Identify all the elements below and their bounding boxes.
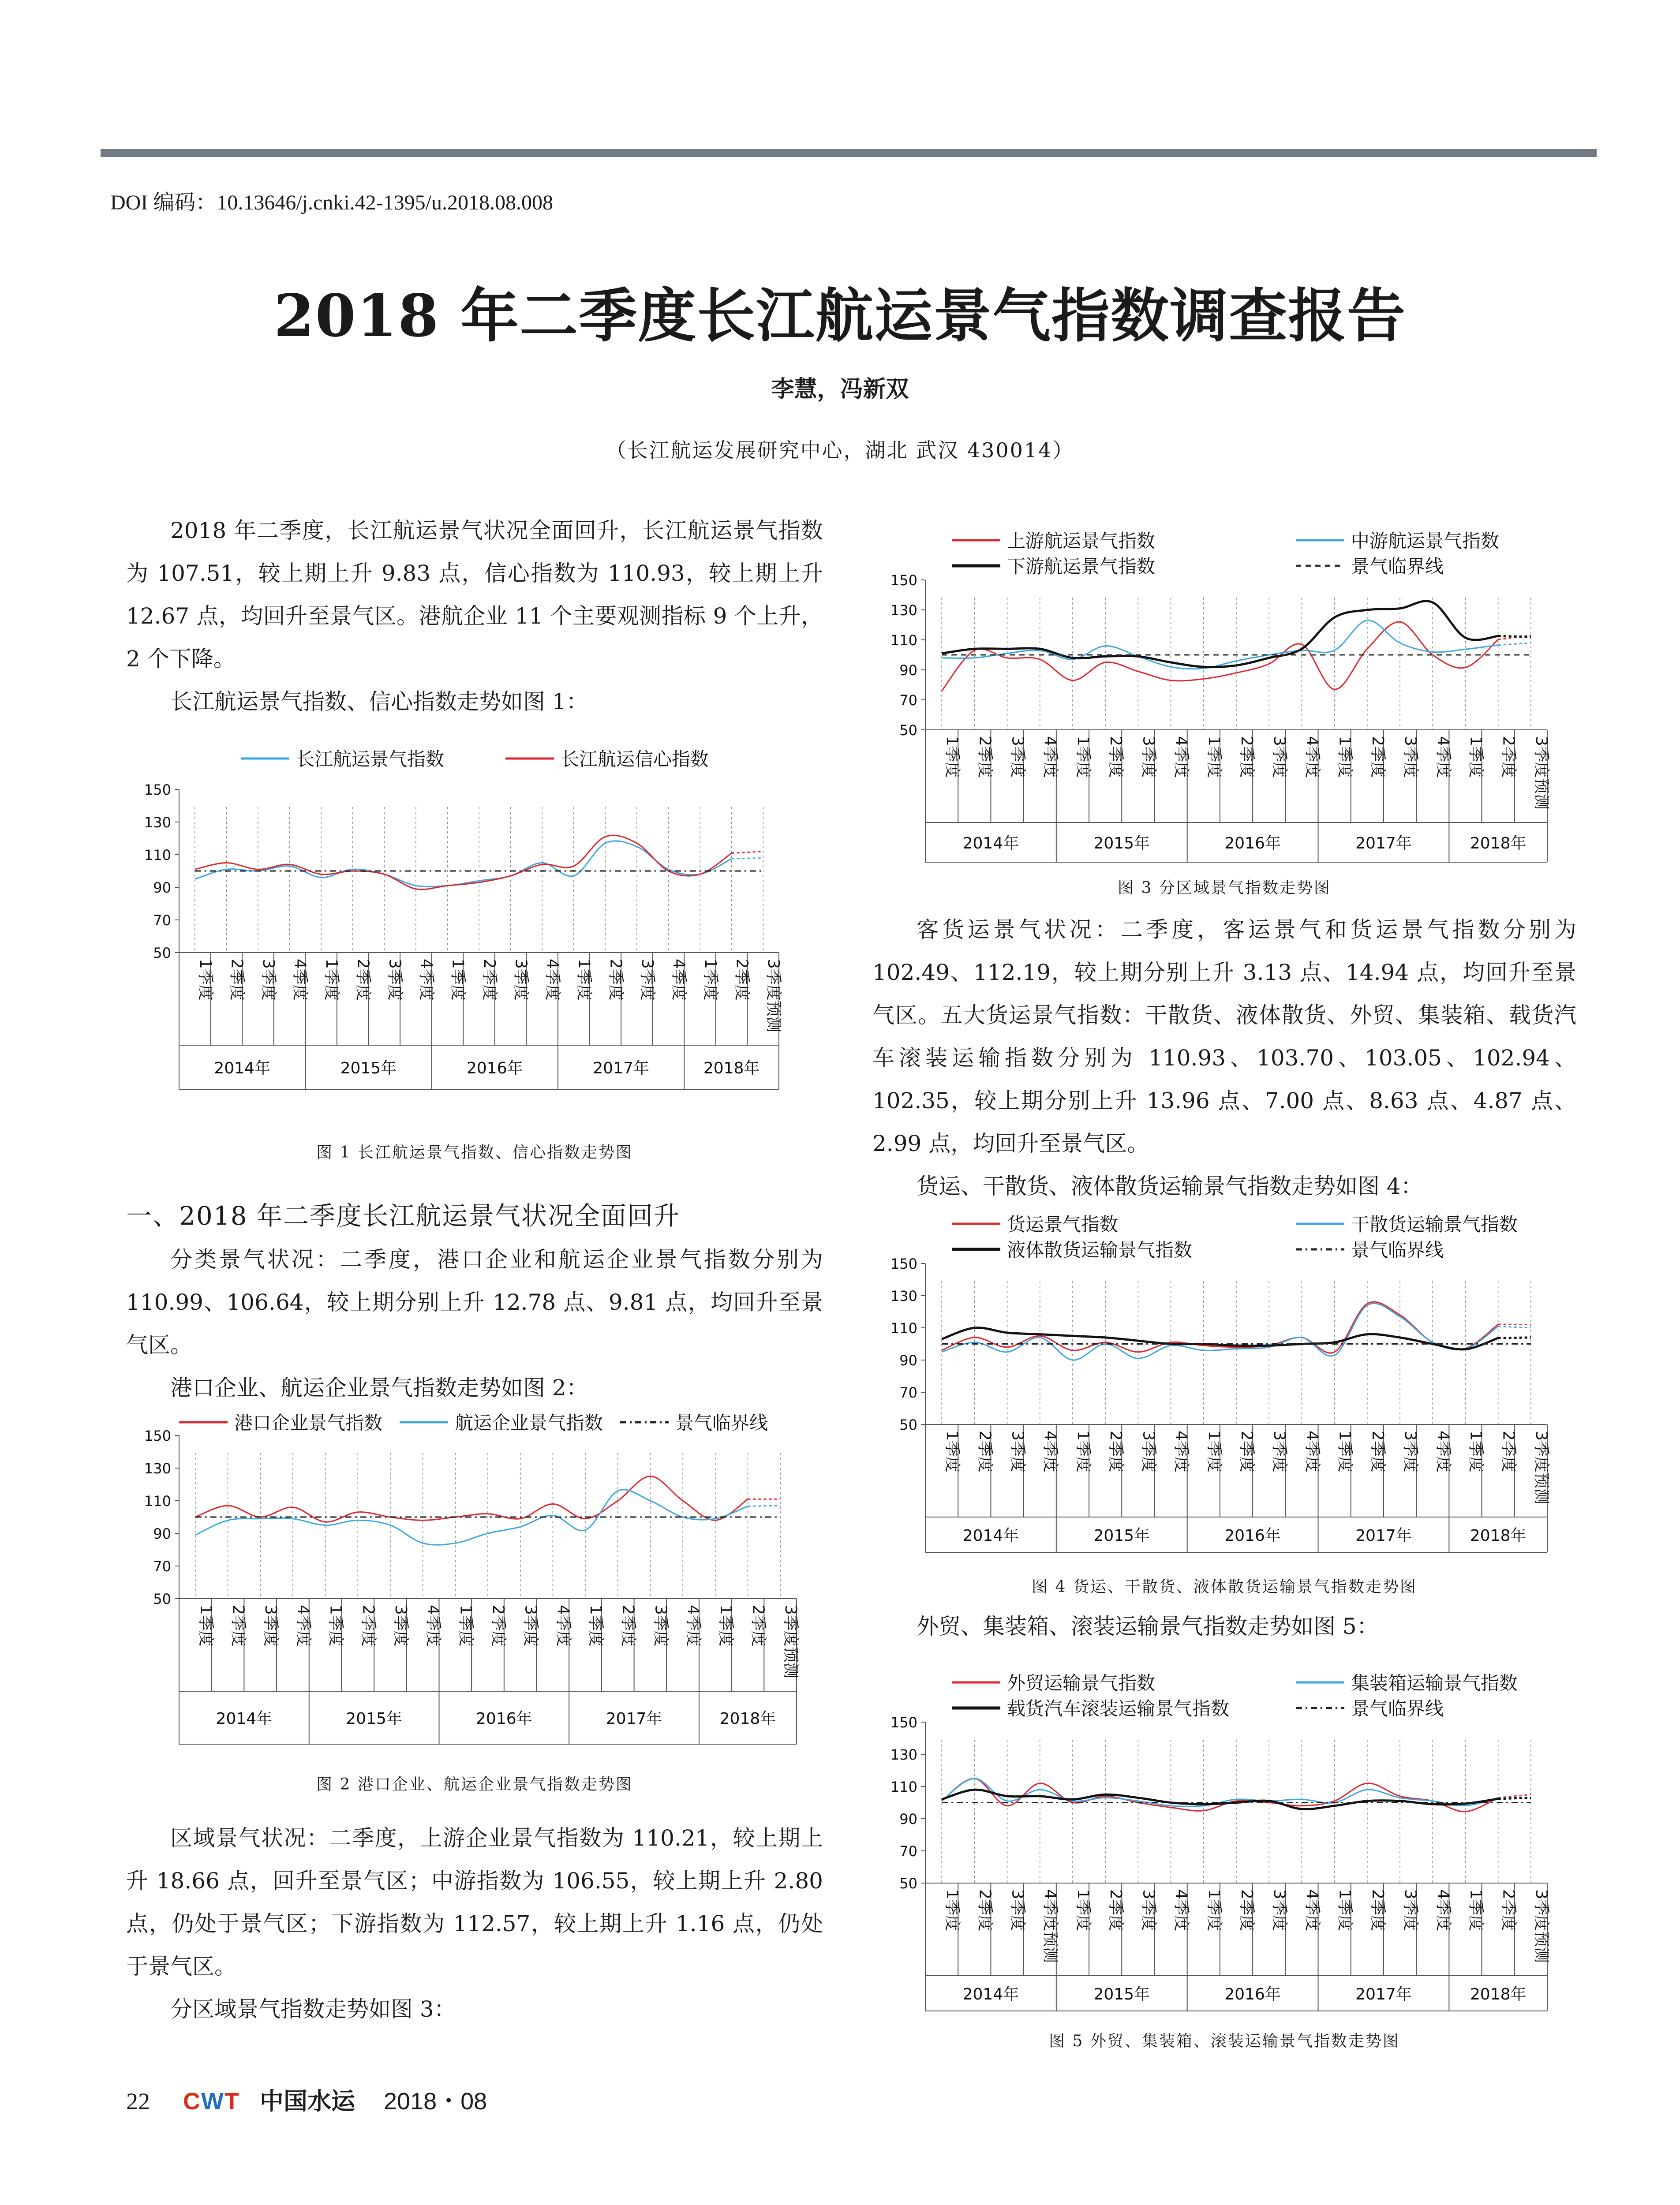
x-tick-label: 2季度 <box>1238 736 1256 778</box>
x-tick-label: 1季度 <box>1074 1431 1092 1472</box>
series-line <box>195 1476 748 1522</box>
year-label: 2018年 <box>1470 1985 1527 2003</box>
x-tick-label: 3季度 <box>1270 736 1289 778</box>
x-tick-label: 1季度 <box>456 1605 475 1647</box>
chart-fig5 <box>872 1665 1576 2018</box>
year-label: 2016年 <box>1224 1985 1281 2003</box>
x-tick-label: 1季度 <box>943 1431 962 1472</box>
x-tick-label: 3季度 <box>521 1605 540 1647</box>
year-label: 2018年 <box>1470 1527 1527 1545</box>
y-tick-label: 90 <box>899 1352 917 1369</box>
x-tick-label: 1季度 <box>943 1889 962 1931</box>
x-tick-label: 1季度 <box>326 1605 345 1647</box>
x-tick-label: 1季度 <box>1336 1889 1354 1931</box>
x-tick-label: 1季度 <box>1205 736 1223 778</box>
x-tick-label: 4季度预测 <box>1041 1889 1059 1963</box>
legend-label: 长江航运景气指数 <box>296 748 445 770</box>
year-label: 2015年 <box>1093 1985 1150 2003</box>
year-label: 2015年 <box>346 1710 402 1728</box>
y-tick-label: 70 <box>899 1843 917 1860</box>
legend-label: 上游航运景气指数 <box>1007 530 1156 552</box>
figure-5 <box>872 1665 1576 2019</box>
caption-fig2: 图 2 港口企业、航运企业景气指数走势图 <box>316 1775 633 1794</box>
x-tick-label: 4季度 <box>1172 1889 1190 1931</box>
series-forecast-line <box>1498 643 1531 645</box>
x-tick-label: 2季度 <box>1107 1889 1125 1931</box>
x-tick-label: 2季度 <box>1499 1889 1518 1931</box>
x-tick-label: 2季度 <box>1238 1889 1256 1931</box>
y-tick-label: 50 <box>153 1591 171 1607</box>
y-tick-label: 50 <box>899 722 917 739</box>
x-tick-label: 3季度 <box>1008 1889 1027 1931</box>
caption-fig4: 图 4 货运、干散货、液体散货运输景气指数走势图 <box>1032 1578 1417 1596</box>
x-tick-label: 4季度 <box>670 959 688 1001</box>
year-label: 2017年 <box>1355 1527 1412 1545</box>
y-tick-label: 150 <box>890 1256 917 1272</box>
x-tick-label: 1季度 <box>196 1605 215 1647</box>
x-tick-label: 2季度 <box>228 959 246 1001</box>
y-tick-label: 110 <box>890 1779 917 1795</box>
legend-label: 景气临界线 <box>675 1412 768 1434</box>
y-tick-label: 130 <box>890 602 917 619</box>
legend-label: 集装箱运输景气指数 <box>1351 1672 1518 1694</box>
y-tick-label: 150 <box>144 781 171 798</box>
chart-fig4 <box>872 1206 1576 1559</box>
y-tick-label: 130 <box>890 1746 917 1763</box>
x-tick-label: 4季度 <box>424 1605 442 1647</box>
x-tick-label: 3季度 <box>262 1605 280 1647</box>
x-tick-label: 3季度预测 <box>1532 1431 1550 1504</box>
series-forecast-line <box>1498 1324 1531 1325</box>
y-tick-label: 110 <box>890 1320 917 1337</box>
year-label: 2016年 <box>1224 834 1281 852</box>
year-label: 2014年 <box>962 1527 1019 1545</box>
x-tick-label: 1季度 <box>449 959 467 1001</box>
x-tick-label: 2季度 <box>733 959 751 1001</box>
y-tick-label: 110 <box>144 1493 171 1510</box>
x-tick-label: 1季度 <box>1467 1889 1485 1931</box>
y-tick-label: 110 <box>144 847 171 863</box>
x-tick-label: 3季度 <box>1139 736 1158 778</box>
chart-fig3 <box>872 523 1576 871</box>
series-forecast-line <box>1498 1327 1531 1328</box>
x-tick-label: 4季度 <box>291 959 309 1001</box>
x-tick-label: 1季度 <box>1467 1431 1485 1472</box>
paragraph: 外贸、集装箱、滚装运输景气指数走势如图 5： <box>917 1614 1379 1639</box>
authors: 李慧，冯新双 <box>771 376 909 403</box>
x-tick-label: 3季度 <box>1139 1889 1158 1931</box>
series-forecast-line <box>1498 636 1531 637</box>
x-tick-label: 3季度预测 <box>782 1605 800 1678</box>
paragraph: 货运、干散货、液体散货运输景气指数走势如图 4： <box>917 1174 1423 1199</box>
year-label: 2018年 <box>1470 834 1527 852</box>
x-tick-label: 1季度 <box>1205 1431 1223 1472</box>
y-tick-label: 150 <box>890 1714 917 1731</box>
series-forecast-line <box>732 858 763 859</box>
legend-label: 外贸运输景气指数 <box>1007 1672 1156 1694</box>
x-tick-label: 1季度 <box>716 1605 735 1647</box>
x-tick-label: 3季度 <box>1270 1889 1289 1931</box>
doi-code: DOI 编码：10.13646/j.cnki.42-1395/u.2018.08.008 <box>110 191 553 214</box>
x-tick-label: 4季度 <box>1434 1431 1452 1472</box>
figure-3 <box>872 523 1576 873</box>
x-tick-label: 2季度 <box>359 1605 378 1647</box>
legend-label: 长江航运信心指数 <box>561 748 709 770</box>
paragraph: 区域景气状况：二季度，上游企业景气指数为 110.21，较上期上升 18.66 点，回升至景气区；中游指数为 106.55，较上期上升 2.80 点，仍处于景气区；下游指数为 112.57，较上期上升 1.16 点，仍处于景气区。 <box>126 1825 823 1979</box>
header-rule <box>101 149 1597 157</box>
y-tick-label: 150 <box>144 1428 171 1444</box>
x-tick-label: 2季度 <box>749 1605 767 1647</box>
y-tick-label: 50 <box>153 945 171 961</box>
y-tick-label: 50 <box>899 1416 917 1433</box>
logo-letter: C <box>183 2088 202 2115</box>
x-tick-label: 2季度 <box>1368 736 1387 778</box>
x-tick-label: 1季度 <box>1074 1889 1092 1931</box>
x-tick-label: 2季度 <box>1238 1431 1256 1472</box>
x-tick-label: 3季度 <box>512 959 530 1001</box>
page-number: 22 <box>126 2088 150 2115</box>
legend-label: 景气临界线 <box>1351 1698 1444 1719</box>
series-line <box>195 841 732 887</box>
x-tick-label: 4季度 <box>1041 1431 1059 1472</box>
year-label: 2018年 <box>719 1710 776 1728</box>
x-tick-label: 4季度 <box>294 1605 312 1647</box>
figure-4 <box>872 1206 1576 1561</box>
series-line <box>942 620 1498 669</box>
x-tick-label: 1季度 <box>1336 736 1354 778</box>
x-tick-label: 4季度 <box>554 1605 572 1647</box>
paragraph: 港口企业、航运企业景气指数走势如图 2： <box>170 1375 588 1401</box>
series-forecast-line <box>1498 1798 1531 1799</box>
x-tick-label: 2季度 <box>619 1605 637 1647</box>
intro-text <box>126 509 823 723</box>
x-tick-label: 3季度 <box>385 959 404 1001</box>
y-tick-label: 130 <box>144 814 171 831</box>
legend-label: 港口企业景气指数 <box>234 1412 383 1434</box>
year-label: 2018年 <box>703 1059 760 1077</box>
y-tick-label: 50 <box>899 1875 917 1892</box>
figure-2 <box>126 1409 823 1755</box>
y-tick-label: 130 <box>144 1460 171 1477</box>
logo-letter: T <box>224 2088 240 2115</box>
legend-label: 货运景气指数 <box>1007 1214 1119 1235</box>
section-text <box>126 1238 823 1409</box>
y-tick-label: 130 <box>890 1288 917 1304</box>
x-tick-label: 4季度 <box>1434 1889 1452 1931</box>
figure-1 <box>126 741 823 1109</box>
paragraph: 2018 年二季度，长江航运景气状况全面回升，长江航运景气指数为 107.51，较上期上升 9.83 点，信心指数为 110.93，较上期上升 12.67 点，均回升至景气区。港航企业 11 个主要观测指标 9 个上升，2 个下降。 <box>126 518 823 672</box>
y-tick-label: 90 <box>153 879 171 896</box>
paragraph: 分区域景气指数走势如图 3： <box>170 1996 456 2022</box>
x-tick-label: 1季度 <box>943 736 962 778</box>
x-tick-label: 3季度 <box>1008 736 1027 778</box>
x-tick-label: 4季度 <box>1303 736 1321 778</box>
x-tick-label: 3季度 <box>1139 1431 1158 1472</box>
x-tick-label: 4季度 <box>543 959 562 1001</box>
year-label: 2015年 <box>1093 834 1150 852</box>
legend-label: 景气临界线 <box>1351 1239 1444 1261</box>
journal-name: 中国水运 <box>260 2087 355 2115</box>
year-label: 2014年 <box>214 1059 270 1077</box>
journal-logo <box>183 2088 240 2115</box>
x-tick-label: 1季度 <box>196 959 214 1001</box>
x-tick-label: 3季度 <box>1401 1431 1420 1472</box>
x-tick-label: 4季度 <box>1303 1431 1321 1472</box>
legend-label: 景气临界线 <box>1351 556 1444 577</box>
caption-fig1: 图 1 长江航运景气指数、信心指数走势图 <box>316 1144 633 1162</box>
x-tick-label: 1季度 <box>1205 1889 1223 1931</box>
x-tick-label: 4季度 <box>1303 1889 1321 1931</box>
y-tick-label: 70 <box>899 1384 917 1401</box>
page-title: 2018 年二季度长江航运景气指数调查报告 <box>273 282 1407 350</box>
year-label: 2016年 <box>466 1059 523 1077</box>
freight-text <box>872 908 1576 1208</box>
x-tick-label: 3季度 <box>391 1605 410 1647</box>
year-label: 2014年 <box>962 1985 1019 2003</box>
x-tick-label: 3季度 <box>259 959 277 1001</box>
series-line <box>942 1304 1498 1360</box>
x-tick-label: 1季度 <box>701 959 720 1001</box>
y-tick-label: 90 <box>153 1525 171 1542</box>
legend-label: 中游航运景气指数 <box>1351 530 1500 552</box>
x-tick-label: 3季度 <box>651 1605 670 1647</box>
year-label: 2016年 <box>476 1710 532 1728</box>
year-label: 2017年 <box>1355 1985 1412 2003</box>
section-heading: 一、2018 年二季度长江航运景气状况全面回升 <box>126 1201 681 1231</box>
series-line <box>942 622 1498 691</box>
foreign-trade-text <box>872 1605 1576 1648</box>
year-label: 2017年 <box>606 1710 662 1728</box>
x-tick-label: 1季度 <box>587 1605 605 1647</box>
x-tick-label: 2季度 <box>1107 736 1125 778</box>
year-label: 2015年 <box>340 1059 397 1077</box>
x-tick-label: 4季度 <box>1172 1431 1190 1472</box>
x-tick-label: 3季度预测 <box>764 959 783 1032</box>
legend-label: 液体散货运输景气指数 <box>1007 1239 1193 1261</box>
y-tick-label: 90 <box>899 1811 917 1828</box>
x-tick-label: 1季度 <box>1074 736 1092 778</box>
x-tick-label: 1季度 <box>322 959 341 1001</box>
x-tick-label: 2季度 <box>229 1605 247 1647</box>
affiliation: （长江航运发展研究中心，湖北 武汉 430014） <box>606 438 1074 462</box>
series-forecast-line <box>732 852 763 853</box>
y-tick-label: 70 <box>153 912 171 929</box>
x-tick-label: 1季度 <box>1336 1431 1354 1472</box>
y-tick-label: 150 <box>890 572 917 589</box>
issue: 2018・08 <box>384 2088 487 2115</box>
x-tick-label: 3季度预测 <box>1532 736 1550 810</box>
x-tick-label: 3季度 <box>1401 736 1420 778</box>
x-tick-label: 4季度 <box>1172 736 1190 778</box>
x-tick-label: 2季度 <box>354 959 372 1001</box>
x-tick-label: 2季度 <box>976 1889 994 1931</box>
x-tick-label: 2季度 <box>1368 1431 1387 1472</box>
year-label: 2015年 <box>1093 1527 1150 1545</box>
year-label: 2014年 <box>216 1710 273 1728</box>
x-tick-label: 2季度 <box>1107 1431 1125 1472</box>
x-tick-label: 3季度预测 <box>1532 1889 1550 1963</box>
legend-label: 干散货运输景气指数 <box>1351 1214 1518 1235</box>
caption-fig5: 图 5 外贸、集装箱、滚装运输景气指数走势图 <box>1049 2032 1400 2050</box>
x-tick-label: 4季度 <box>417 959 435 1001</box>
x-tick-label: 2季度 <box>489 1605 507 1647</box>
x-tick-label: 2季度 <box>1499 1431 1518 1472</box>
series-line <box>195 835 732 889</box>
region-text <box>126 1817 823 2031</box>
year-label: 2017年 <box>1355 834 1412 852</box>
y-tick-label: 70 <box>899 692 917 709</box>
legend-label: 载货汽车滚装运输景气指数 <box>1007 1698 1230 1719</box>
x-tick-label: 3季度 <box>1270 1431 1289 1472</box>
x-tick-label: 4季度 <box>684 1605 703 1647</box>
year-label: 2014年 <box>962 834 1019 852</box>
caption-fig3: 图 3 分区域景气指数走势图 <box>1118 879 1331 897</box>
x-tick-label: 1季度 <box>1467 736 1485 778</box>
year-label: 2017年 <box>593 1059 649 1077</box>
x-tick-label: 3季度 <box>1008 1431 1027 1472</box>
paragraph: 长江航运景气指数、信心指数走势如图 1： <box>170 689 588 714</box>
x-tick-label: 2季度 <box>976 736 994 778</box>
x-tick-label: 3季度 <box>638 959 656 1001</box>
paragraph: 客货运景气状况：二季度，客运景气和货运景气指数分别为 102.49、112.19，较上期分别上升 3.13 点、14.94 点，均回升至景气区。五大货运景气指数：干散货、液体散货、外贸、集装箱、载货汽车滚装运输指数分别为 110.93、103.70、103.05、102.94、102.35，较上期分别上升 13.96 点、7.00 点、8.63 点、4.87 点、2.99 点，均回升至景气区。 <box>872 917 1576 1156</box>
x-tick-label: 2季度 <box>606 959 625 1001</box>
logo-letter: W <box>201 2088 224 2115</box>
x-tick-label: 2季度 <box>480 959 498 1001</box>
x-tick-label: 1季度 <box>575 959 593 1001</box>
x-tick-label: 2季度 <box>1499 736 1518 778</box>
chart-fig2 <box>126 1409 823 1753</box>
y-tick-label: 70 <box>153 1558 171 1575</box>
chart-fig1 <box>126 741 823 1107</box>
y-tick-label: 90 <box>899 662 917 679</box>
year-label: 2016年 <box>1224 1527 1281 1545</box>
legend-label: 航运企业景气指数 <box>455 1412 603 1434</box>
legend-label: 下游航运景气指数 <box>1007 556 1156 577</box>
x-tick-label: 3季度 <box>1401 1889 1420 1931</box>
y-tick-label: 110 <box>890 632 917 649</box>
paragraph: 分类景气状况：二季度，港口企业和航运企业景气指数分别为 110.99、106.64，较上期分别上升 12.78 点、9.81 点，均回升至景气区。 <box>126 1247 823 1358</box>
x-tick-label: 4季度 <box>1434 736 1452 778</box>
x-tick-label: 2季度 <box>1368 1889 1387 1931</box>
page-footer <box>126 2082 487 2116</box>
x-tick-label: 2季度 <box>976 1431 994 1472</box>
x-tick-label: 4季度 <box>1041 736 1059 778</box>
